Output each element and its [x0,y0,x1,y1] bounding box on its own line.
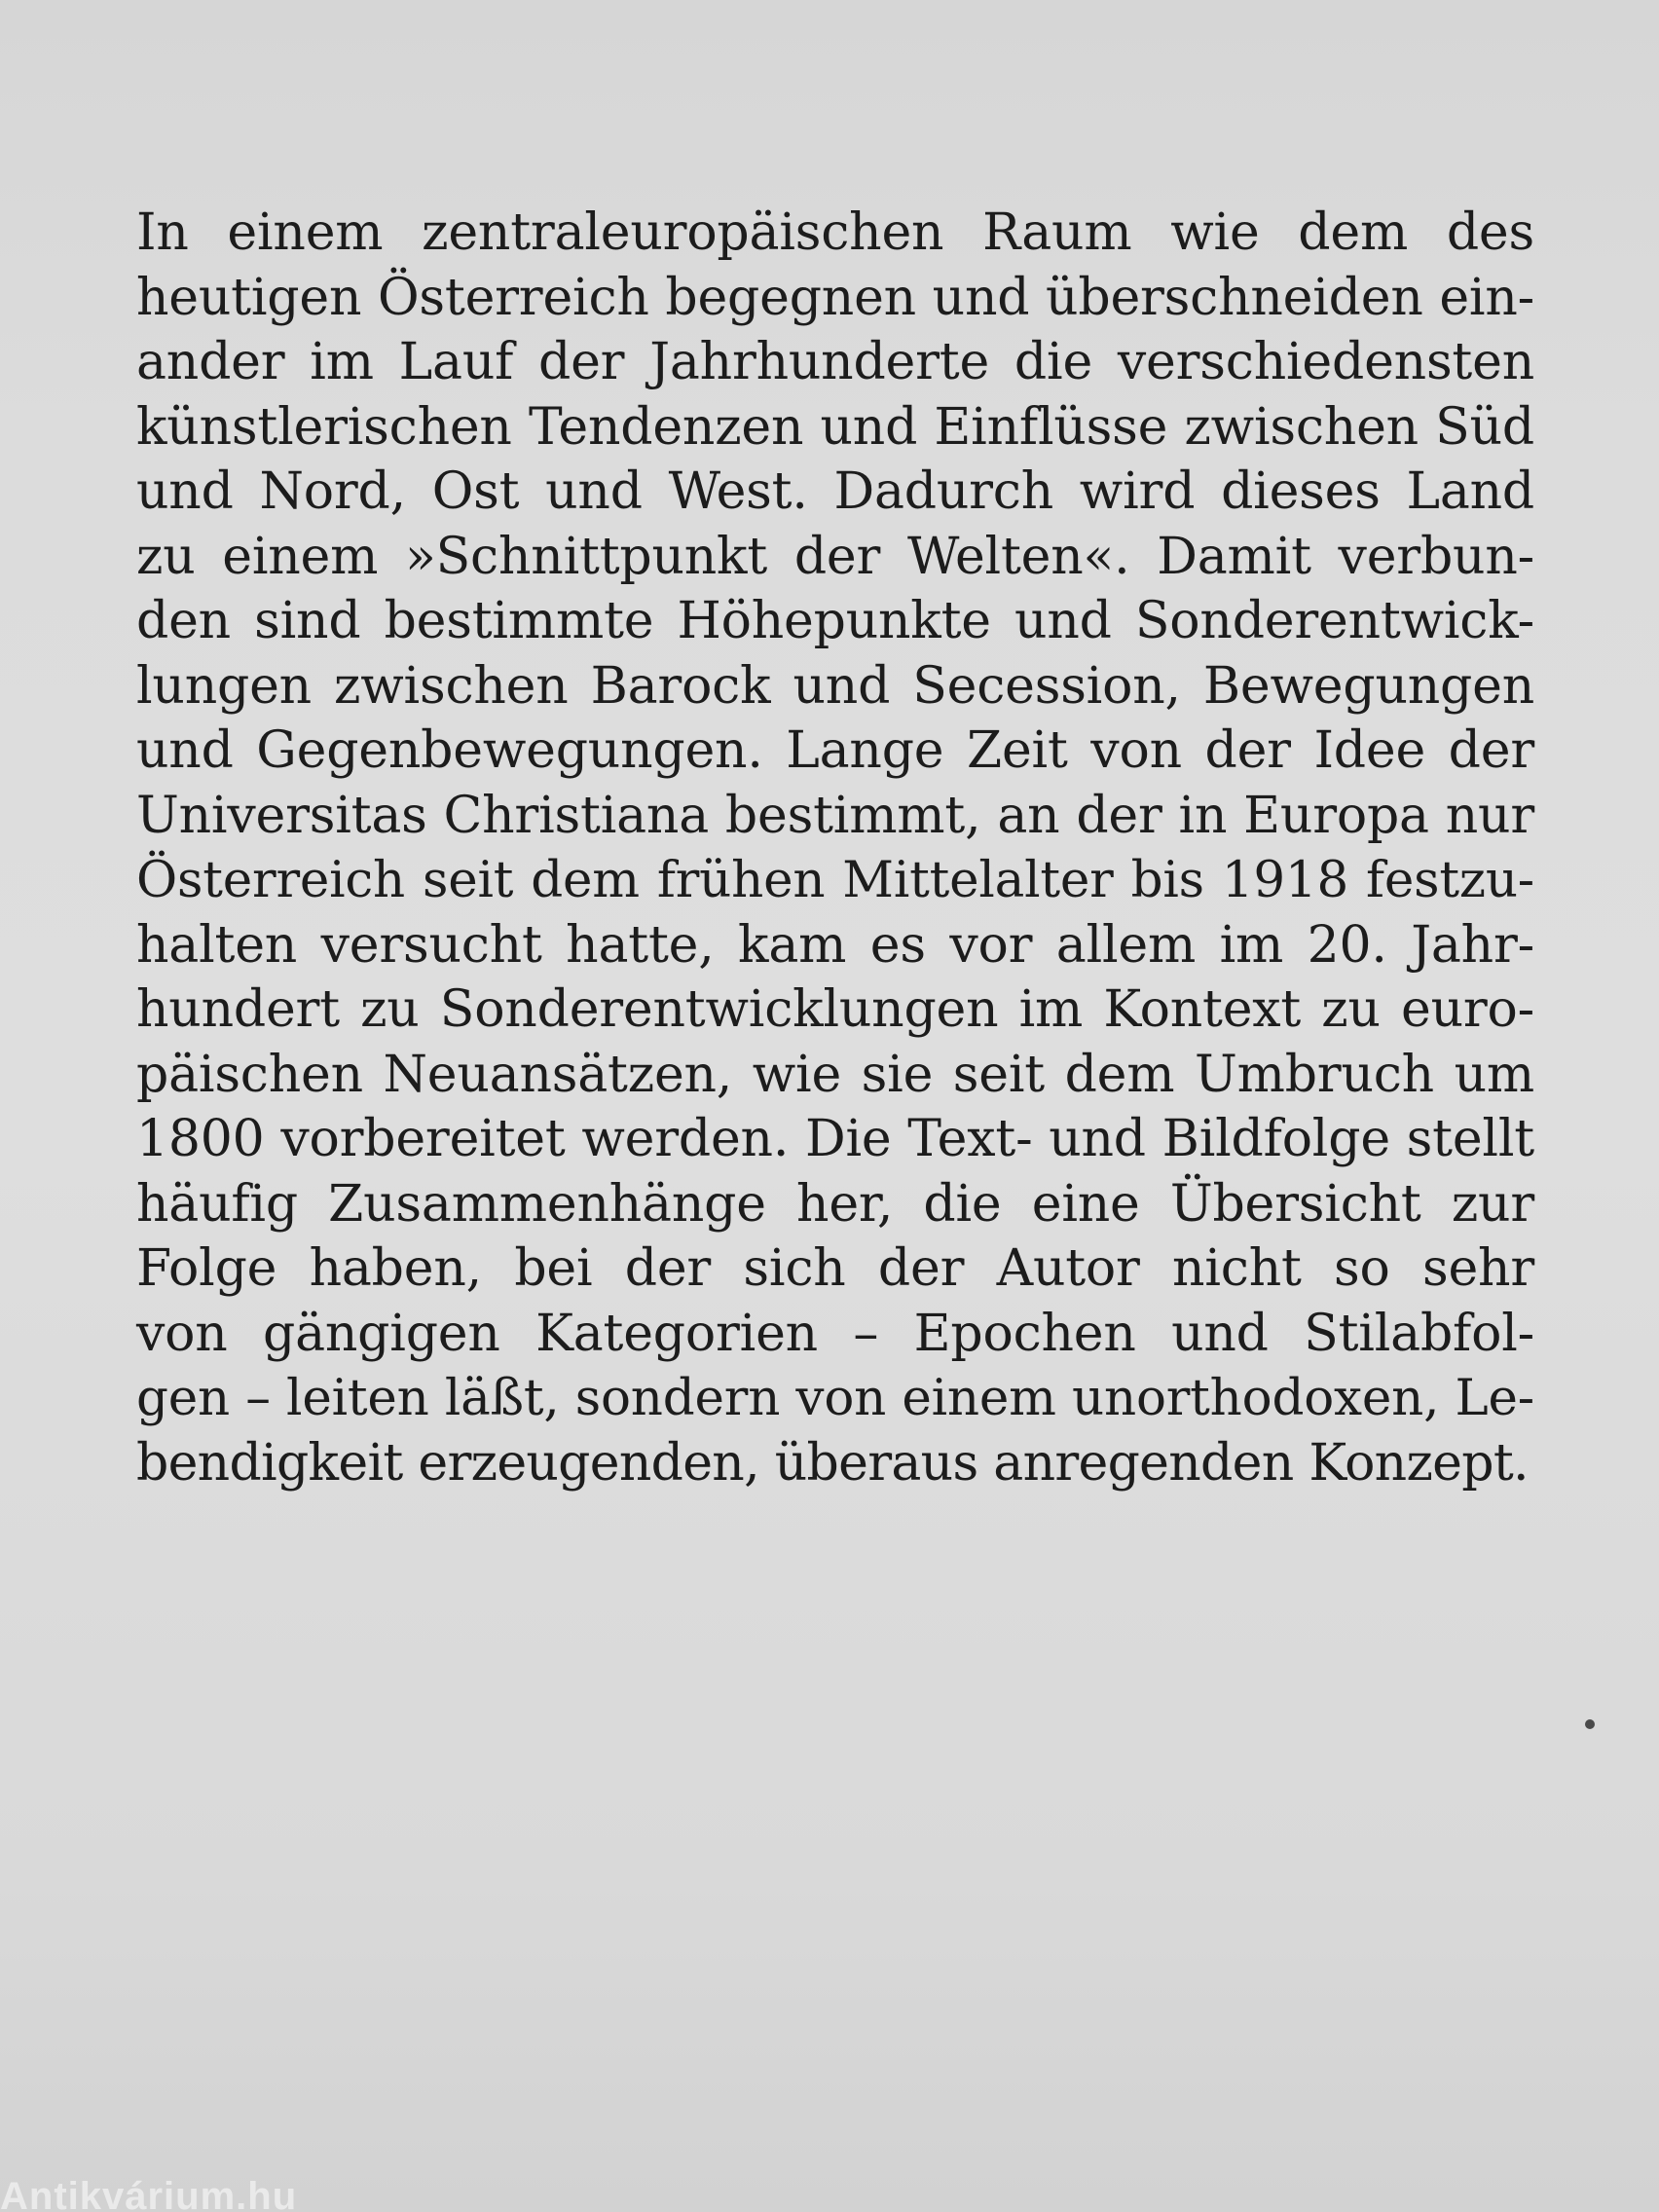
text-line: päischen Neuansätzen, wie sie seit dem Umbruch um [136,1045,1534,1104]
watermark: Antikvárium.hu [0,2177,298,2212]
text-line: Universitas Christiana bestimmt, an der in Europa nur [136,786,1534,845]
text-line: lungen zwischen Barock und Secession, Bewegungen [136,656,1534,716]
text-line: ander im Lauf der Jahrhunderte die verschiedensten [136,333,1534,391]
text-line: Österreich seit dem frühen Mittelalter bis 1918 festzu- [136,851,1534,909]
text-line: künstlerischen Tendenzen und Einflüsse zwischen Süd [136,397,1534,457]
text-line: hundert zu Sonderentwicklungen im Kontext zu euro- [136,980,1534,1039]
paper-speck [1585,1719,1595,1729]
text-line: heutigen Österreich begegnen und überschneiden ein- [136,268,1534,327]
text-line: von gängigen Kategorien – Epochen und Stilabfol- [136,1304,1534,1363]
text-line: 1800 vorbereitet werden. Die Text- und Bildfolge stellt [136,1110,1534,1168]
body-paragraph [136,201,1534,1495]
text-line: häufig Zusammenhänge her, die eine Übersicht zur [136,1174,1534,1234]
text-line: zu einem »Schnittpunkt der Welten«. Damit verbun- [136,527,1534,586]
text-line: In einem zentraleuropäischen Raum wie dem des [136,203,1534,262]
text-line: Folge haben, bei der sich der Autor nicht so sehr [136,1239,1534,1298]
text-line: gen – leiten läßt, sondern von einem unorthodoxen, Le- [136,1369,1534,1427]
text-line: und Gegenbewegungen. Lange Zeit von der Idee der [136,721,1534,780]
text-line: den sind bestimmte Höhepunkte und Sonderentwick- [136,592,1534,650]
text-line-last: bendigkeit erzeugenden, überaus anregenden Konzept. [136,1433,1529,1493]
text-line: halten versucht hatte, kam es vor allem im 20. Jahr- [136,915,1534,975]
text-line: und Nord, Ost und West. Dadurch wird dieses Land [136,462,1534,521]
